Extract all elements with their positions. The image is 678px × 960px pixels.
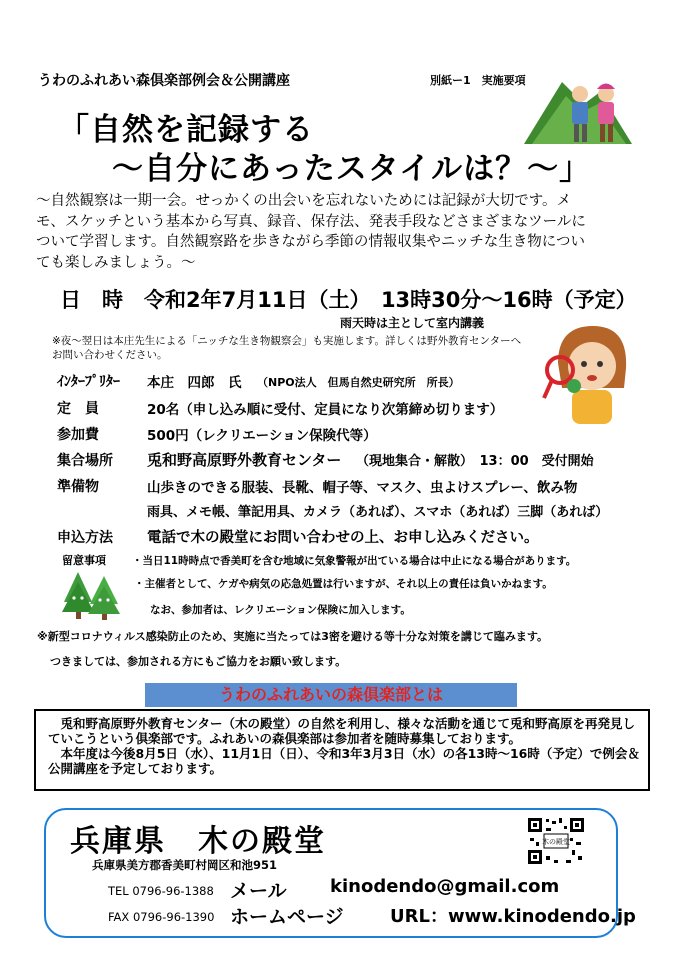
night-event-note: ※夜～翌日は本庄先生による「ニッチな生き物観察会」も実施します。詳しくは野外教育センターへお問い合わせください。 [52,335,522,361]
fax-number: FAX 0796-96-1390 [108,910,215,924]
hikers-illustration [522,74,634,146]
interpreter-affiliation: （NPO法人 但馬自然史研究所 所長） [257,376,460,389]
belongings-label: 準備物 [57,479,99,495]
qr-code[interactable] [526,816,586,866]
homepage-url-link[interactable]: URL：www.kinodendo.jp [390,906,636,927]
homepage-label: ホームページ [230,906,344,928]
rain-note: 雨天時は主として室内講義 [340,316,485,330]
tel-number: TEL 0796-96-1388 [108,884,214,898]
covid-note: ※新型コロナウィルス感染防止のため、実施に当たっては3密を避ける等十分な対策を講じて臨みます。 [37,630,549,643]
belongings-value-line2: 雨具、メモ帳、筆記用具、カメラ（あれば）、スマホ（あれば）三脚（あれば） [147,505,609,520]
club-description-text: 兎和野高原野外教育センター（木の殿堂）の自然を利用し、様々な活動を通じて兎和野高原を再発見していこうという倶楽部です。ふれあいの森倶楽部は参加者を随時募集しております。 [48,716,636,746]
application-value: 電話で木の殿堂にお問い合わせの上、お申し込みください。 [147,530,539,546]
application-label: 申込方法 [57,530,113,546]
email-link[interactable]: kinodendo@gmail.com [330,876,560,897]
organization-address: 兵庫県美方郡香美町村岡区和池951 [92,858,278,872]
girl-with-magnifier-illustration [538,318,638,428]
cooperation-note: つきましては、参加される方にもご協力をお願い致します。 [50,655,347,668]
club-heading: うわのふれあいの森倶楽部とは [145,683,517,707]
meeting-place-value: 兎和野高原野外教育センター [147,451,342,469]
organization-name: 兵庫県 木の殿堂 [70,824,326,859]
note-item-firstaid: ・主催者として、ケガや病気の応急処置は行いますが、それ以上の責任は負いかねます。 [134,578,553,590]
interpreter-label: ｲﾝﾀｰﾌﾟﾘﾀｰ [57,374,120,390]
notes-label: 留意事項 [62,554,106,567]
main-title-line2: ～自分にあったスタイルは？～」 [112,151,592,187]
meeting-place-extra: （現地集合・解散） 13：00 受付開始 [356,454,594,469]
capacity-label: 定 員 [57,401,99,417]
capacity-value: 20名（申し込み順に受付、定員になり次第締め切ります） [147,402,504,418]
fee-value: 500円（レクリエーション保険代等） [147,428,377,444]
meeting-place-label: 集合場所 [57,453,113,469]
note-item-insurance: なお、参加者は、レクリエーション保険に加入します。 [150,604,411,616]
qr-caption: 木の殿堂 [542,838,570,846]
event-series-title: うわのふれあい森倶楽部例会＆公開講座 [38,73,290,89]
attachment-label: 別紙ー1 実施要項 [430,74,526,87]
note-item-weather: ・当日11時時点で香美町を含む地域に気象警報が出ている場合は中止になる場合があります。 [132,555,577,567]
event-datetime: 日 時 令和2年7月11日（土） 13時30分～16時（予定） [60,288,637,312]
club-schedule-text: 本年度は今後8月5日（水）、11月1日（日）、令和3年3月3日（水）の各13時～16時（予定）で例会＆公開講座を予定しております。 [48,746,640,776]
belongings-value-line1: 山歩きのできる服装、長靴、帽子等、マスク、虫よけスプレー、飲み物 [147,480,578,496]
main-title-line1: 「自然を記録する [58,112,314,148]
intro-paragraph: ～自然観察は一期一会。せっかくの出会いを忘れないためには記録が大切です。メモ、スケッチという基本から写真、録音、保存法、発表手段などさまざまなツールについて学習します。自然観察路を歩きながら季節の情報収集やニッチな生き物についても楽しみましょう。～ [36,193,586,271]
trees-illustration [58,568,124,620]
club-description [48,716,643,776]
interpreter-value: 本庄 四郎 氏 [147,375,242,391]
mail-label: メール [230,880,287,902]
fee-label: 参加費 [57,427,99,443]
